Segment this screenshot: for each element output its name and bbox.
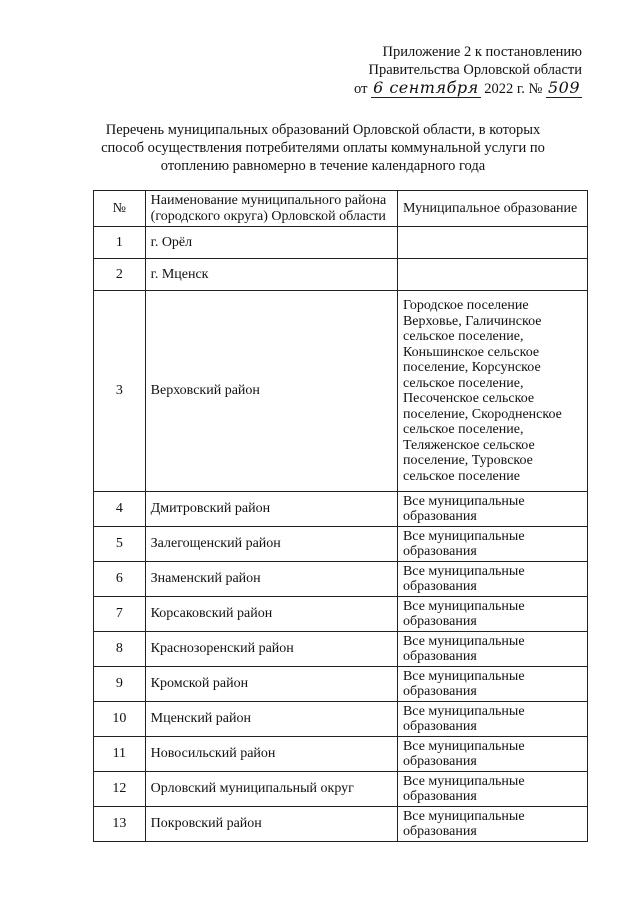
appendix-line-1: Приложение 2 к постановлению <box>382 44 582 60</box>
row-district: г. Орёл <box>145 227 397 259</box>
row-municipality: Все муниципальные образования <box>397 807 587 842</box>
handwritten-number: 509 <box>547 78 580 97</box>
row-municipality <box>397 227 587 259</box>
row-municipality: Все муниципальные образования <box>397 737 587 772</box>
row-num: 2 <box>94 259 146 291</box>
row-municipality: Все муниципальные образования <box>397 772 587 807</box>
row-municipality: Все муниципальные образования <box>397 667 587 702</box>
title-line-3: отоплению равномерно в течение календарного года <box>160 158 486 174</box>
row-num: 10 <box>94 702 146 737</box>
row-district: Мценский район <box>145 702 397 737</box>
table-row <box>94 702 588 737</box>
row-num: 11 <box>94 737 146 772</box>
row-num: 9 <box>94 667 146 702</box>
row-municipality: Городское поселение Верховье, Галичинское сельское поселение, Коньшинское сельское поселение, Корсунское сельское поселение, Песоченское сельское поселение, Скородненское сельское поселение, Теляженское сельское поселение, Туровское сельское поселение <box>397 291 587 492</box>
row-municipality: Все муниципальные образования <box>397 562 587 597</box>
appendix-date-line <box>322 79 582 99</box>
row-district: Покровский район <box>145 807 397 842</box>
header-municipality: Муниципальное образование <box>397 191 587 227</box>
row-num: 6 <box>94 562 146 597</box>
row-municipality: Все муниципальные образования <box>397 632 587 667</box>
header-num: № <box>94 191 146 227</box>
row-num: 4 <box>94 492 146 527</box>
row-district: Дмитровский район <box>145 492 397 527</box>
row-municipality: Все муниципальные образования <box>397 597 587 632</box>
table-row <box>94 227 588 259</box>
appendix-line-2: Правительства Орловской области <box>368 61 582 78</box>
header-district: Наименование муниципального района (городского округа) Орловской области <box>145 191 397 227</box>
row-district: Кромской район <box>145 667 397 702</box>
row-municipality <box>397 259 587 291</box>
document-title <box>78 121 568 175</box>
row-num: 5 <box>94 527 146 562</box>
row-district: Орловский муниципальный округ <box>145 772 397 807</box>
row-municipality: Все муниципальные образования <box>397 702 587 737</box>
row-district: Знаменский район <box>145 562 397 597</box>
row-num: 12 <box>94 772 146 807</box>
row-num: 1 <box>94 227 146 259</box>
row-district: Корсаковский район <box>145 597 397 632</box>
row-district: Новосильский район <box>145 737 397 772</box>
table-row <box>94 737 588 772</box>
table-row <box>94 527 588 562</box>
table-row <box>94 632 588 667</box>
table-row <box>94 772 588 807</box>
row-num: 13 <box>94 807 146 842</box>
row-district: Верховский район <box>145 291 397 492</box>
table-row <box>94 259 588 291</box>
table-header-row <box>94 191 588 227</box>
title-line-1: Перечень муниципальных образований Орловской области, в которых <box>105 122 541 138</box>
title-line-2: способ осуществления потребителями оплаты коммунальной услуги по <box>101 140 545 156</box>
row-district: Краснозоренский район <box>145 632 397 667</box>
row-district: г. Мценск <box>145 259 397 291</box>
table-row <box>94 667 588 702</box>
table-row <box>94 807 588 842</box>
row-municipality: Все муниципальные образования <box>397 527 587 562</box>
table-row <box>94 562 588 597</box>
row-district: Залегощенский район <box>145 527 397 562</box>
date-prefix: от <box>354 81 368 97</box>
row-num: 8 <box>94 632 146 667</box>
row-num: 7 <box>94 597 146 632</box>
year-suffix: 2022 г. № <box>484 81 543 97</box>
table-row <box>94 597 588 632</box>
table-row <box>94 291 588 492</box>
handwritten-date: 6 сентября <box>373 78 479 97</box>
municipality-table <box>93 190 588 842</box>
appendix-header <box>322 44 582 99</box>
row-municipality: Все муниципальные образования <box>397 492 587 527</box>
table-row <box>94 492 588 527</box>
row-num: 3 <box>94 291 146 492</box>
